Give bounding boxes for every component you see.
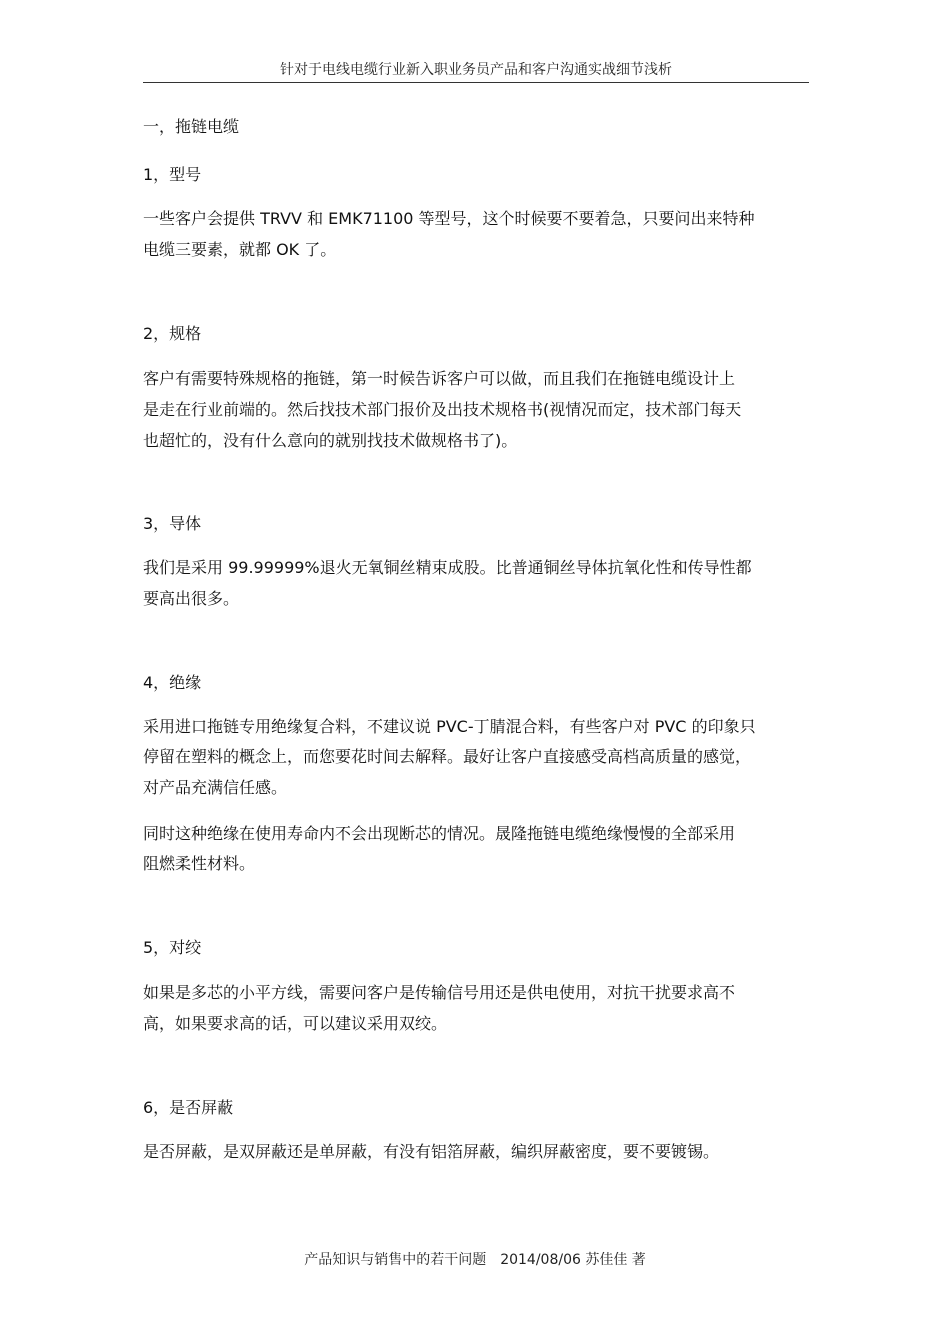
heading-insulation: 4，绝缘 [143,673,202,692]
page-footer: 产品知识与销售中的若干问题 2014/08/06 苏佳佳 著 [304,1252,646,1268]
paragraph-line: 高，如果要求高的话，可以建议采用双绞。 [143,1014,448,1033]
page-header: 针对于电线电缆行业新入职业务员产品和客户沟通实战细节浅析 [280,62,672,78]
paragraph-line: 我们是采用 99.99999%退火无氧铜丝精束成股。比普通铜丝导体抗氧化性和传导性都 [143,558,752,577]
paragraph-line: 电缆三要素，就都 OK 了。 [143,240,337,259]
heading-conductor: 3，导体 [143,514,202,533]
paragraph-line: 是否屏蔽，是双屏蔽还是单屏蔽，有没有铝箔屏蔽，编织屏蔽密度，要不要镀锡。 [143,1142,720,1161]
paragraph-line: 停留在塑料的概念上，而您要花时间去解释。最好让客户直接感受高档高质量的感觉， [143,747,752,766]
paragraph-line: 是走在行业前端的。然后找技术部门报价及出技术规格书(视情况而定，技术部门每天 [143,400,742,419]
paragraph-line: 也超忙的，没有什么意向的就别找技术做规格书了)。 [143,431,518,450]
heading-twisting: 5，对绞 [143,938,202,957]
section-title: 一，拖链电缆 [143,117,240,136]
paragraph-line: 对产品充满信任感。 [143,778,288,797]
paragraph-line: 阻燃柔性材料。 [143,854,256,873]
heading-model: 1，型号 [143,165,202,184]
paragraph-line: 如果是多芯的小平方线，需要问客户是传输信号用还是供电使用，对抗干扰要求高不 [143,983,736,1002]
paragraph-line: 一些客户会提供 TRVV 和 EMK71100 等型号，这个时候要不要着急，只要问出来特种 [143,209,755,228]
paragraph-line: 客户有需要特殊规格的拖链，第一时候告诉客户可以做，而且我们在拖链电缆设计上 [143,369,736,388]
paragraph-line: 要高出很多。 [143,589,240,608]
heading-spec: 2，规格 [143,324,202,343]
header-divider [143,82,809,83]
heading-shielding: 6，是否屏蔽 [143,1098,234,1117]
paragraph-line: 同时这种绝缘在使用寿命内不会出现断芯的情况。晟隆拖链电缆绝缘慢慢的全部采用 [143,824,736,843]
paragraph-line: 采用进口拖链专用绝缘复合料，不建议说 PVC-丁腈混合料，有些客户对 PVC 的印象只 [143,717,756,736]
